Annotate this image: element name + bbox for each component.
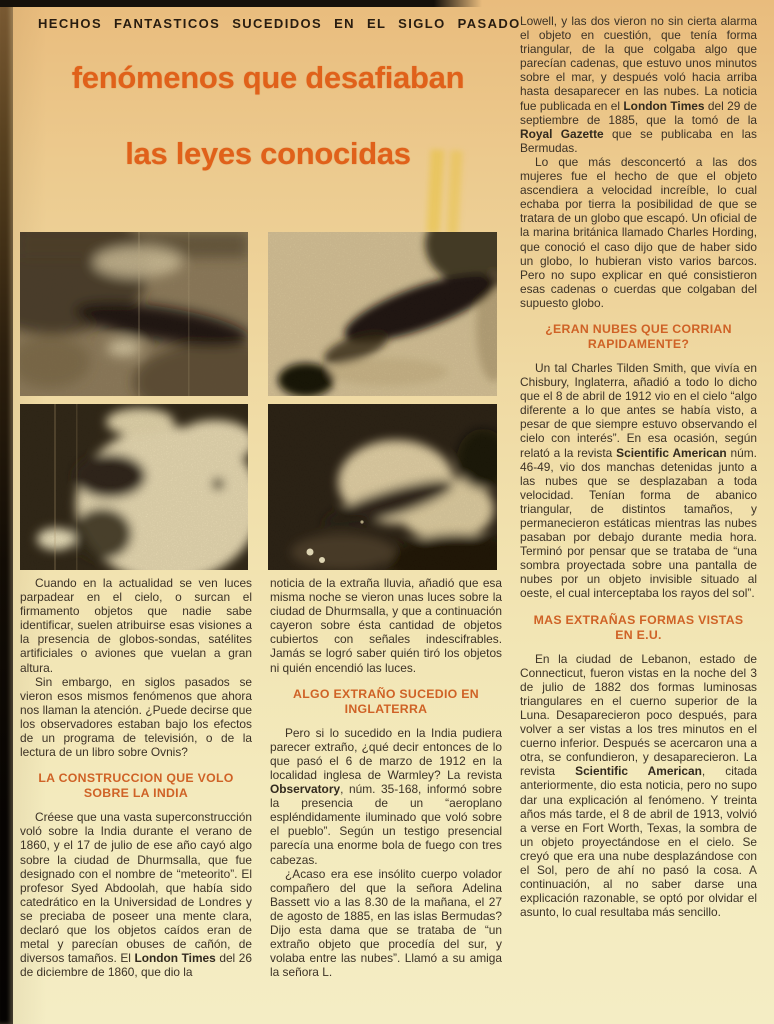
section-heading: ALGO EXTRAÑO SUCEDIO EN INGLATERRA [293,686,479,716]
body-paragraph: En la ciudad de Lebanon, estado de Connecticut, fueron vistas en la noche del 3 de julio de 1882 dos formas luminosas triangulares en el cuerno superior de la Luna. Desaparecieron poco después, para volver a ser vistas a los tres minutos en el cuerno inferior. Después se acercaron una a otra, se confundieron, y desaparecieron. La revista Scientific American, citada anteriormente, dio esta noticia, pero no supo dar una explicación al fenómeno. Y treinta años más tarde, el 8 de abril de 1913, volvió a verse en Fort Worth, Texas, la sombra de un objeto proyectándose en el cielo. Se creyó que era una nube desplazándose con el Sol, pero de ahí no pasó la cosa. A continuación, al no saber darse una explicación razonable, se optó por olvidar el asunto, lo cual resultaba más sencillo. [520,651,757,920]
ufo-photo-top-right [268,232,497,396]
body-paragraph: Lowell, y las dos vieron no sin cierta alarma el objeto en cuestión, que tenía forma triangular, de la que colgaba algo que parecían cadenas, que estuvo unos minutos sobre el mar, y después voló hacia arriba hasta desaparecer en las nubes. La noticia fue publicada en el London Times del 29 de septiembre de 1885, que la tomó de la Royal Gazette que se publicaba en las Bermudas. [520,14,757,155]
body-paragraph: Lo que más desconcertó a las dos mujeres fue el hecho de que el objeto ascendiera a velocidad increíble, lo cual echaba por tierra la posibilidad de que se tratara de un globo que escapó. Un oficial de la marina británica llamado Charles Hording, que conoció el caso dijo que de haber sido un globo, lo hubieran visto varios barcos. Pero no supo explicar en qué consistieron esas cadenas o cuerdas que colgaban del supuesto globo. [520,154,757,310]
section-heading: LA CONSTRUCCION QUE VOLO SOBRE LA INDIA [38,771,234,801]
ufo-photo-top-left [20,232,248,396]
section-heading: ¿ERAN NUBES QUE CORRIAN RAPIDAMENTE? [545,321,732,351]
body-paragraph: Sin embargo, en siglos pasados se vieron esos mismos fenómenos que ahora nos llaman la atención. ¿Puede decirse que los observadores estaban bajo los efectos de un programa de televisión, o de la lectura de un libro sobre Ovnis? [20,674,252,760]
body-paragraph: noticia de la extraña lluvia, añadió que esa misma noche se vieron unas luces sobre la ciudad de Dhurmsalla, y que a continuación cayeron sobre ésta cantidad de objetos cubiertos con señales indescifrables. Jamás se logró saber quién tiró los objetos ni quién encendió las luces. [270,576,502,675]
body-paragraph: ¿Acaso era ese insólito cuerpo volador compañero del que la señora Adelina Bassett vio a las 8.30 de la mañana, el 27 de agosto de 1885, en las islas Bermudas? Dijo esta dama que se trataba de “un extraño objeto que procedía del sur, y volaba entre las nubes”. Llamó a su amiga la señora L. [270,866,502,980]
ufo-photo-bottom-right [268,404,497,570]
kicker-headline: HECHOS FANTASTICOS SUCEDIDOS EN EL SIGLO PASADO [38,16,521,31]
ufo-photo-grid [20,232,497,570]
page-top-rule [0,0,482,7]
article-title-line-2: las leyes conocidas [125,136,411,171]
body-paragraph: Un tal Charles Tilden Smith, que vivía en Chisbury, Inglaterra, añadió a todo lo dicho que el 8 de abril de 1912 vio en el cielo “algo diferente a lo que antes se había visto, a pesar de que siempre estuvo observando el cielo con interés”. En esa ocasión, según relató a la revista Scientific American núm. 46-49, vio dos manchas detenidas junto a las nubes que se desplazaban a toda velocidad. Tenían forma de abanico triangular, de distintos tamaños, y permanecieron estáticas mientras las nubes pasaban por debajo durante media hora. Terminó por pensar que se trataba de “una sombra proyectada sobre una pantalla de nubes por un objeto invisible situado al oeste, el cual interceptaba los rayos del sol”. [520,360,757,601]
text-column-left [20,576,252,1024]
ufo-photo-bottom-left [20,404,248,570]
section-heading: MAS EXTRAÑAS FORMAS VISTAS EN E.U. [533,612,744,642]
body-paragraph: Créese que una vasta superconstrucción voló sobre la India durante el verano de 1860, y el 17 de julio de ese año cayó algo sobre la ciudad de Dhurmsalla, que fue designado con el nombre de “meteorito”. El profesor Syed Abdoolah, que había sido catedrático en la Universidad de Londres y se preciaba de poseer una mente clara, declaró que los objetos caídos eran de metal y parecían obuses de cañón, de diversos tamaños. El London Times del 26 de diciembre de 1860, que dio la [20,810,252,980]
text-column-middle [270,576,502,1024]
body-paragraph: Pero si lo sucedido en la India pudiera parecer extraño, ¿qué decir entonces de lo que pasó el 6 de marzo de 1912 en la localidad inglesa de Warmley? La revista Observatory, núm. 35-168, informó sobre la presencia de un “aeroplano espléndidamente iluminado que voló sobre el pueblo”. Según un testigo presencial parecía una enorme bola de fuego con tres cabezas. [270,725,502,867]
text-column-right [520,14,757,1020]
binding-edge-shadow [0,0,13,1024]
article-title-line-1: fenómenos que desafiaban [71,60,465,95]
yellow-ink-smudge [418,149,468,235]
body-paragraph: Cuando en la actualidad se ven luces parpadear en el cielo, o surcan el firmamento objetos que nadie sabe identificar, suelen atribuirse esas visiones a la presencia de globos-sondas, satélites artificiales o aviones que vuelan a gran altura. [20,576,252,675]
